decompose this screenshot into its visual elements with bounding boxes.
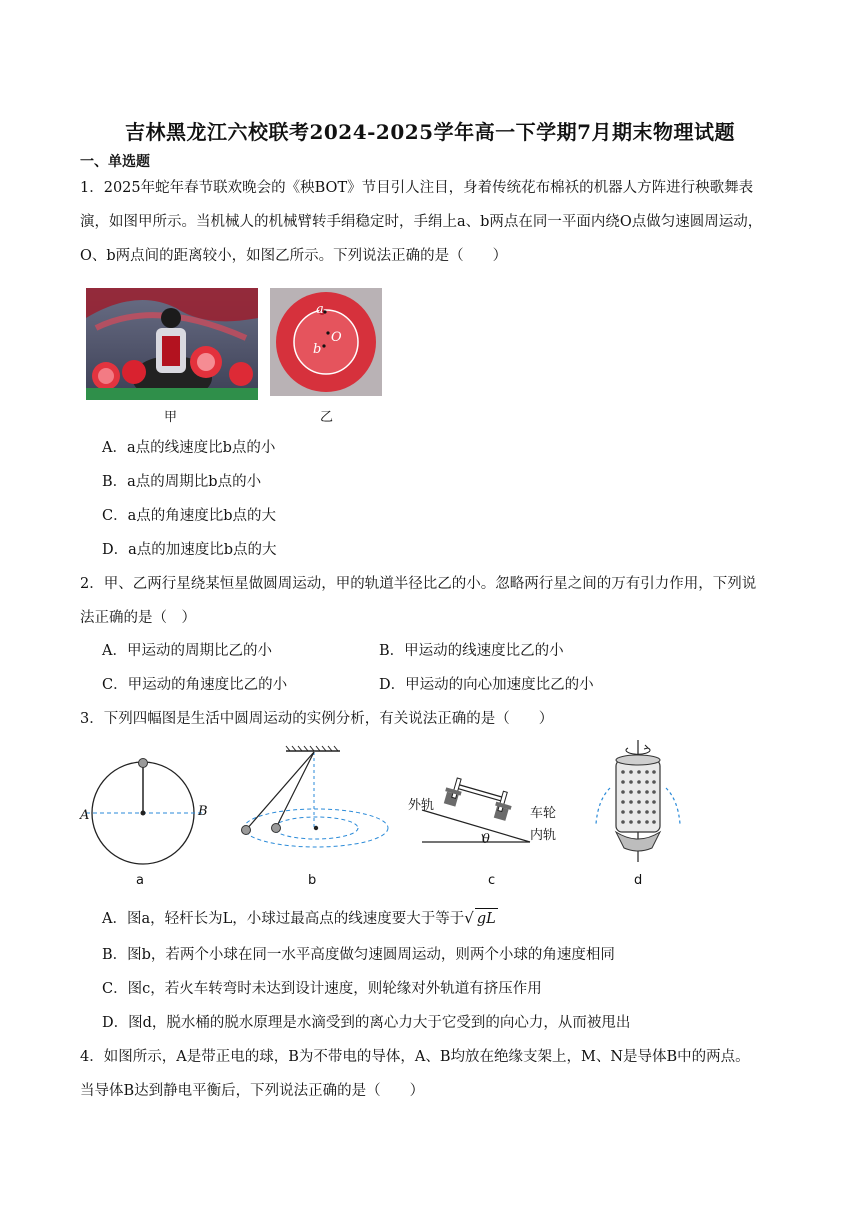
q1-line-1: 1．2025年蛇年春节联欢晚会的《秧BOT》节目引人注目，身着传统花布棉袄的机器人方阵进行秧歌舞表 (80, 180, 754, 196)
figure-a (76, 752, 216, 866)
sqrt-sign: √ (464, 909, 474, 927)
figure-d (592, 738, 684, 866)
photo-yi (270, 288, 382, 396)
fig-c-label-theta: θ (482, 832, 490, 847)
q3-option-c: C．图c，若火车转弯时未达到设计速度，则轮缘对外轨道有挤压作用 (102, 981, 542, 997)
q1-option-c: C．a点的角速度比b点的大 (102, 508, 277, 524)
q1-option-a: A．a点的线速度比b点的小 (102, 440, 276, 456)
q3-option-a-sqrt: gL (475, 908, 498, 929)
photo-jia (86, 288, 258, 400)
q2-line-2: 法正确的是（ ） (80, 610, 196, 626)
caption-jia: 甲 (164, 410, 178, 425)
fig-a-label-B: B (198, 804, 208, 819)
figure-d-caption: d (634, 873, 643, 888)
q1-option-b: B．a点的周期比b点的小 (102, 474, 262, 490)
q3-option-b: B．图b，若两个小球在同一水平高度做匀速圆周运动，则两个小球的角速度相同 (102, 947, 615, 963)
q1-line-2: 演，如图甲所示。当机械人的机械臂转手绢稳定时，手绢上a、b两点在同一平面内绕O点做匀速圆周运动， (80, 214, 763, 230)
label-b: b (313, 342, 322, 357)
fig-c-label-outer-rail: 外轨 (408, 798, 435, 813)
q4-line-2: 当导体B达到静电平衡后，下列说法正确的是（ ） (80, 1083, 425, 1099)
q1-option-d: D．a点的加速度比b点的大 (102, 542, 277, 558)
label-a: a (316, 302, 324, 317)
section-heading: 一、单选题 (80, 154, 150, 170)
figure-b-caption: b (308, 873, 317, 888)
fig-c-label-wheel: 车轮 (530, 806, 557, 821)
q2-option-b: B．甲运动的线速度比乙的小 (379, 643, 564, 659)
q2-option-c: C．甲运动的角速度比乙的小 (102, 677, 288, 693)
q3-option-a (102, 908, 498, 929)
fig-a-label-A: A (80, 808, 90, 823)
q4-line-1: 4．如图所示，A是带正电的球，B为不带电的导体，A、B均放在绝缘支架上，M、N是导体B中的两点。 (80, 1049, 750, 1065)
q2-line-1: 2．甲、乙两行星绕某恒星做圆周运动，甲的轨道半径比乙的小。忽略两行星之间的万有引力作用，下列说 (80, 576, 757, 592)
figure-b (236, 745, 396, 863)
q3-line-1: 3．下列四幅图是生活中圆周运动的实例分析，有关说法正确的是（ ） (80, 711, 554, 727)
page-title: 吉林黑龙江六校联考2024-2025学年高一下学期7月期末物理试题 (124, 120, 736, 144)
q1-line-3: O、b两点间的距离较小，如图乙所示。下列说法正确的是（ ） (80, 248, 508, 264)
caption-yi: 乙 (320, 410, 334, 425)
q2-option-d: D．甲运动的向心加速度比乙的小 (379, 677, 594, 693)
label-o: O (331, 330, 342, 345)
figure-a-caption: a (136, 873, 144, 888)
q2-option-a: A．甲运动的周期比乙的小 (102, 643, 272, 659)
q3-option-d: D．图d，脱水桶的脱水原理是水滴受到的离心力大于它受到的向心力，从而被甩出 (102, 1015, 631, 1031)
q3-option-a-text: A．图a，轻杆长为L，小球过最高点的线速度要大于等于 (102, 911, 465, 927)
fig-c-label-inner-rail: 内轨 (530, 828, 557, 843)
figure-c-caption: c (488, 873, 496, 888)
